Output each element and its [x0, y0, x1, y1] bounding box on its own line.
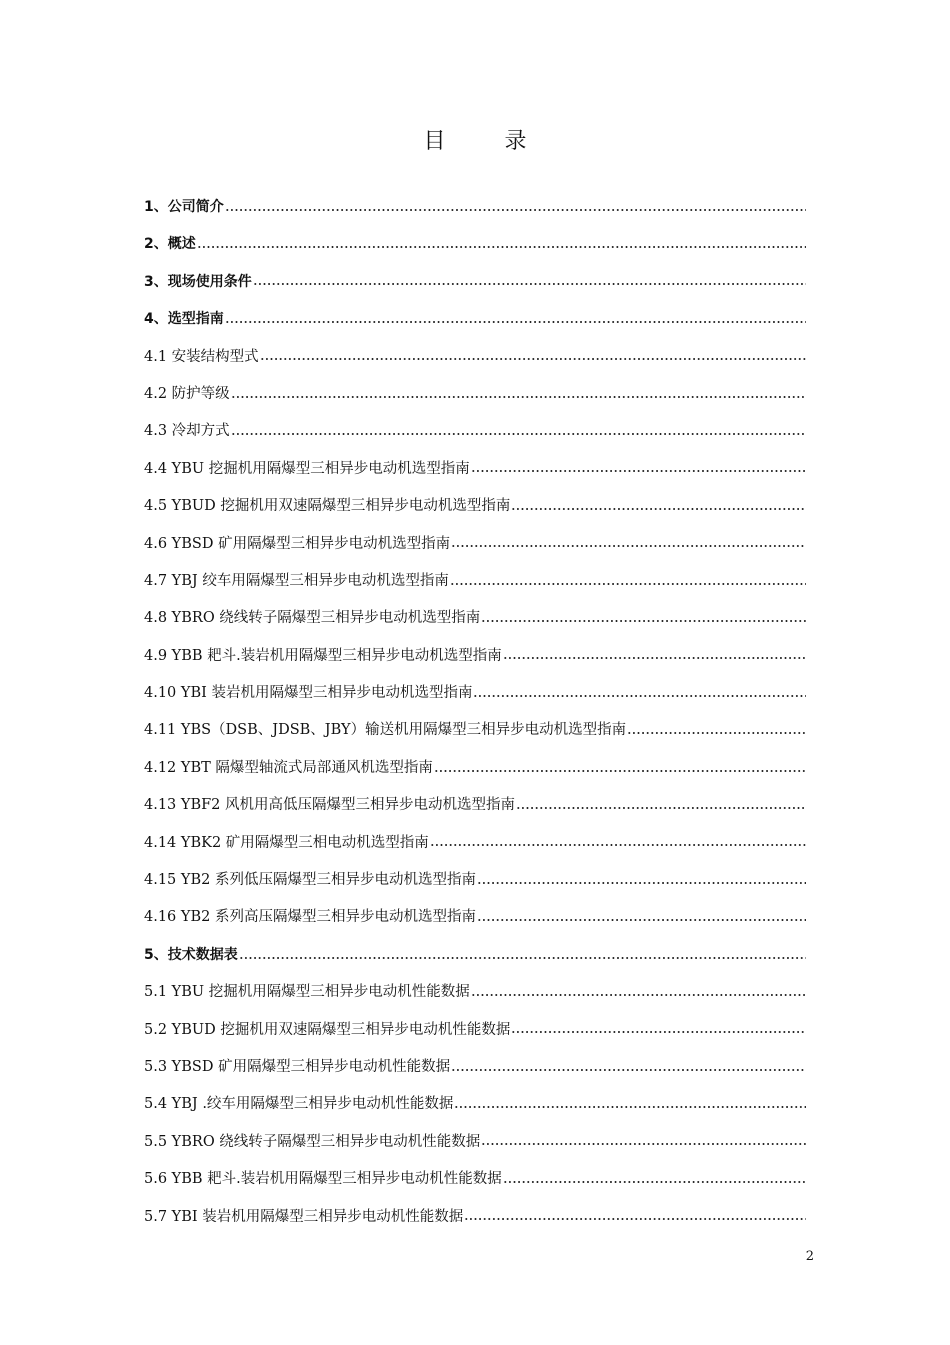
toc-entry-label: 5.7 YBI 装岩机用隔爆型三相异步电动机性能数据 [144, 1208, 464, 1225]
toc-entry[interactable] [144, 937, 806, 974]
toc-entry-label: 5、技术数据表 [144, 946, 238, 963]
toc-entry-label: 4.9 YBB 耙斗.装岩机用隔爆型三相异步电动机选型指南 [144, 647, 502, 664]
toc-entry[interactable] [144, 563, 806, 600]
toc-entry-label: 5.4 YBJ .绞车用隔爆型三相异步电动机性能数据 [144, 1096, 454, 1113]
toc-entry-label: 4.15 YB2 系列低压隔爆型三相异步电动机选型指南 [144, 872, 476, 889]
toc-entry[interactable] [144, 899, 806, 936]
toc-entry-label: 5.1 YBU 挖掘机用隔爆型三相异步电动机性能数据 [144, 984, 470, 1001]
toc-entry-label: 4.3 冷却方式 [144, 423, 230, 440]
toc-entry[interactable] [144, 1012, 806, 1049]
toc-entry[interactable] [144, 974, 806, 1011]
dot-leader [627, 732, 806, 734]
toc-entry[interactable] [144, 264, 806, 301]
dot-leader [481, 620, 806, 622]
toc-entry[interactable] [144, 1086, 806, 1123]
toc-entry[interactable] [144, 451, 806, 488]
toc-entry[interactable] [144, 526, 806, 563]
toc-entry[interactable] [144, 862, 806, 899]
toc-entry[interactable] [144, 1049, 806, 1086]
dot-leader [477, 919, 806, 921]
dot-leader [477, 882, 806, 884]
toc-entry-label: 4.6 YBSD 矿用隔爆型三相异步电动机选型指南 [144, 535, 451, 552]
toc-entry-label: 4.1 安装结构型式 [144, 348, 259, 365]
toc-entry-label: 4.2 防护等级 [144, 385, 230, 402]
toc-entry-label: 4.10 YBI 装岩机用隔爆型三相异步电动机选型指南 [144, 685, 473, 702]
toc-entry-label: 4.7 YBJ 绞车用隔爆型三相异步电动机选型指南 [144, 572, 449, 589]
toc-entry[interactable] [144, 1199, 806, 1236]
toc-entry-label: 4.11 YBS（DSB、JDSB、JBY）输送机用隔爆型三相异步电动机选型指南 [144, 722, 627, 739]
toc-entry[interactable] [144, 638, 806, 675]
dot-leader [511, 508, 806, 510]
dot-leader [481, 1143, 806, 1145]
toc-entry[interactable] [144, 750, 806, 787]
toc-entry-label: 5.3 YBSD 矿用隔爆型三相异步电动机性能数据 [144, 1058, 451, 1075]
dot-leader [231, 433, 806, 435]
toc-entry-label: 4、选型指南 [144, 311, 224, 328]
toc-entry-label: 5.6 YBB 耙斗.装岩机用隔爆型三相异步电动机性能数据 [144, 1171, 502, 1188]
toc-entry-label: 4.12 YBT 隔爆型轴流式局部通风机选型指南 [144, 759, 433, 776]
toc-entry-label: 4.13 YBF2 风机用高低压隔爆型三相异步电动机选型指南 [144, 797, 516, 814]
toc-list [144, 189, 806, 1236]
toc-title: 目 录 [423, 129, 553, 154]
toc-entry[interactable] [144, 226, 806, 263]
dot-leader [451, 1069, 806, 1071]
toc-entry-label: 1、公司简介 [144, 199, 224, 215]
toc-entry[interactable] [144, 301, 806, 338]
toc-entry-label: 2、概述 [144, 236, 196, 253]
dot-leader [511, 1031, 806, 1033]
dot-leader [473, 695, 806, 697]
toc-entry[interactable] [144, 1161, 806, 1198]
dot-leader [503, 1181, 806, 1183]
toc-entry-label: 5.2 YBUD 挖掘机用双速隔爆型三相异步电动机性能数据 [144, 1021, 511, 1038]
toc-entry[interactable] [144, 675, 806, 712]
dot-leader [471, 994, 806, 996]
dot-leader [454, 1106, 806, 1108]
toc-entry[interactable] [144, 787, 806, 824]
dot-leader [197, 246, 806, 248]
dot-leader [260, 358, 806, 360]
dot-leader [225, 209, 806, 211]
dot-leader [225, 321, 806, 323]
toc-entry[interactable] [144, 413, 806, 450]
dot-leader [450, 583, 806, 585]
toc-entry[interactable] [144, 712, 806, 749]
dot-leader [239, 957, 806, 959]
toc-entry[interactable] [144, 189, 806, 226]
dot-leader [430, 844, 806, 846]
toc-entry-label: 4.5 YBUD 挖掘机用双速隔爆型三相异步电动机选型指南 [144, 498, 511, 515]
page-number: 2 [805, 1249, 814, 1264]
dot-leader [231, 396, 806, 398]
dot-leader [471, 470, 806, 472]
toc-entry-label: 5.5 YBRO 绕线转子隔爆型三相异步电动机性能数据 [144, 1133, 481, 1150]
toc-entry[interactable] [144, 376, 806, 413]
toc-entry[interactable] [144, 339, 806, 376]
dot-leader [516, 807, 806, 809]
dot-leader [503, 657, 806, 659]
toc-entry-label: 4.14 YBK2 矿用隔爆型三相电动机选型指南 [144, 834, 429, 851]
dot-leader [253, 283, 806, 285]
toc-entry[interactable] [144, 488, 806, 525]
dot-leader [464, 1218, 806, 1220]
toc-entry[interactable] [144, 825, 806, 862]
toc-entry-label: 3、现场使用条件 [144, 273, 252, 290]
dot-leader [451, 545, 806, 547]
toc-entry-label: 4.16 YB2 系列高压隔爆型三相异步电动机选型指南 [144, 909, 476, 926]
dot-leader [434, 770, 806, 772]
toc-entry-label: 4.8 YBRO 绕线转子隔爆型三相异步电动机选型指南 [144, 610, 481, 627]
toc-entry-label: 4.4 YBU 挖掘机用隔爆型三相异步电动机选型指南 [144, 460, 470, 477]
toc-entry[interactable] [144, 1124, 806, 1161]
toc-entry[interactable] [144, 600, 806, 637]
